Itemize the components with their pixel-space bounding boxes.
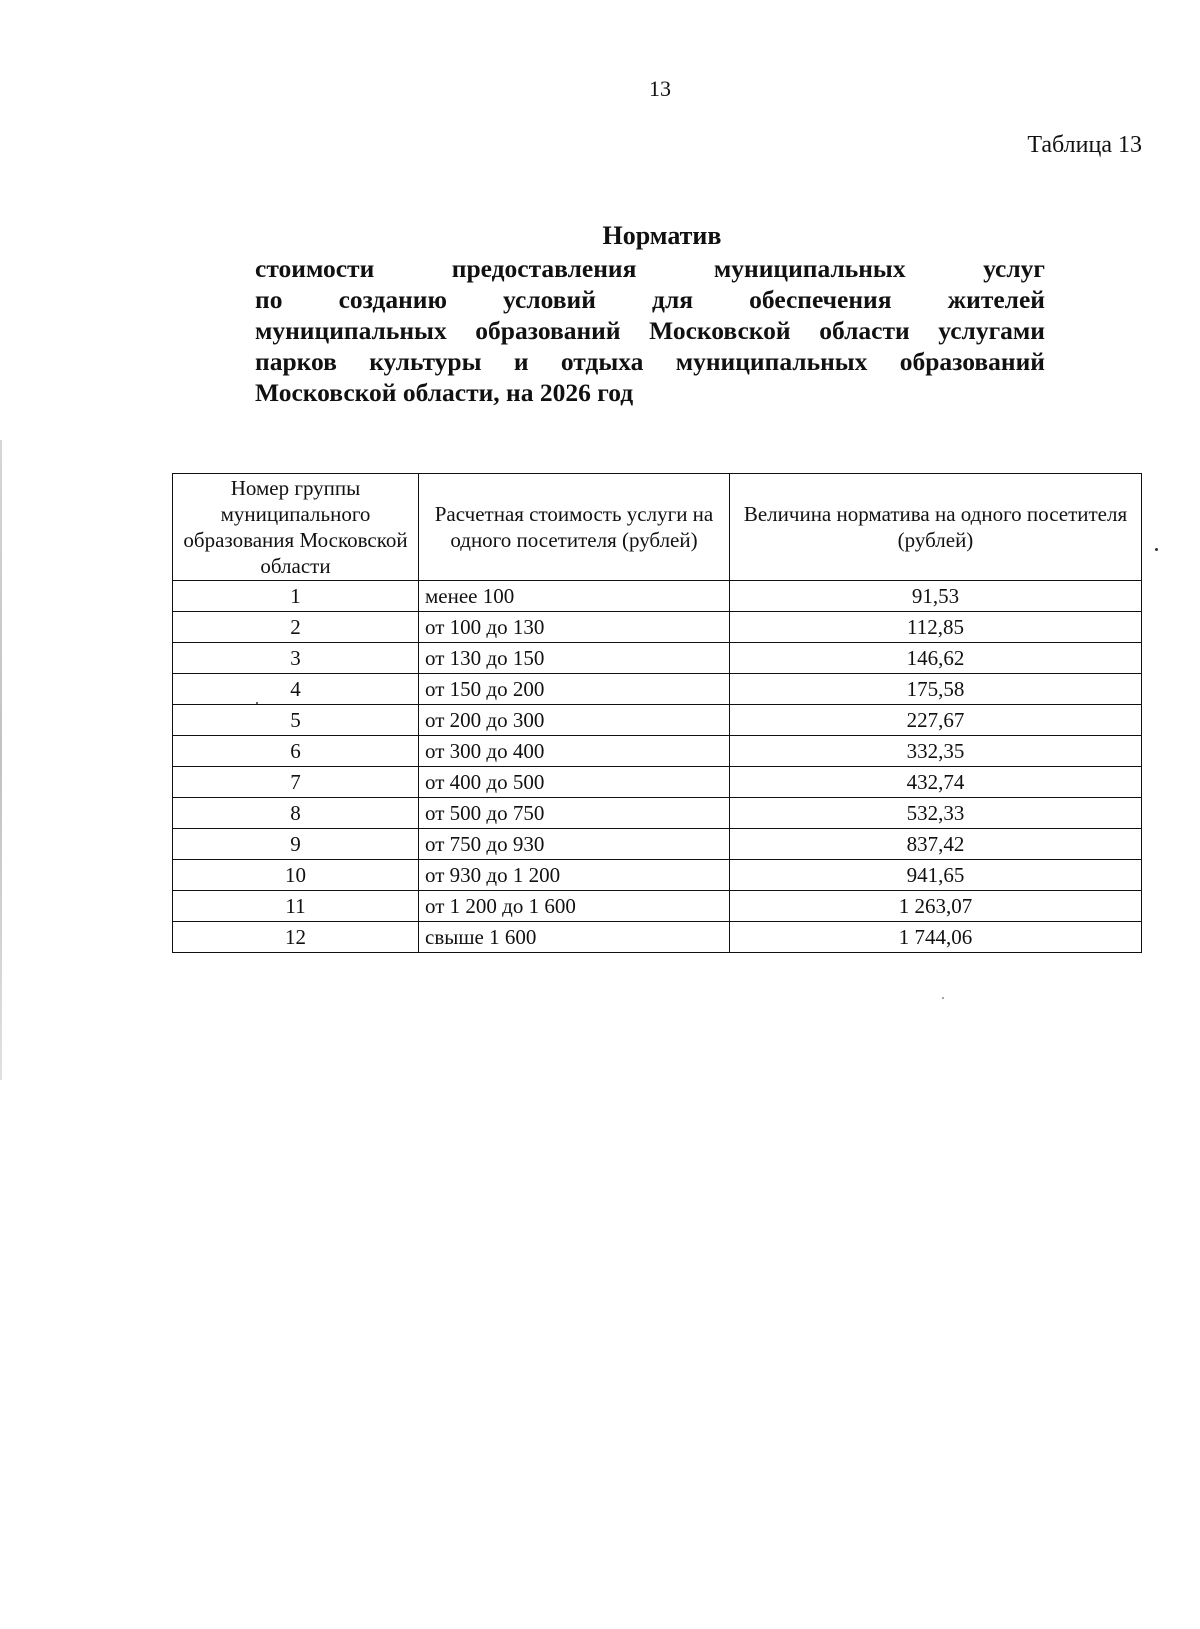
cell-value: 941,65 [730, 860, 1142, 891]
cell-value: 432,74 [730, 767, 1142, 798]
cell-range: от 500 до 750 [419, 798, 730, 829]
cell-value: 1 744,06 [730, 922, 1142, 953]
title-line: муниципальных образований Московской области услугами [255, 316, 1045, 345]
cell-range: свыше 1 600 [419, 922, 730, 953]
cell-range: менее 100 [419, 581, 730, 612]
cell-group: 2 [173, 612, 419, 643]
cell-group: 11 [173, 891, 419, 922]
cell-value: 175,58 [730, 674, 1142, 705]
scan-edge-artifact [0, 440, 2, 1080]
document-title [255, 220, 1045, 408]
cell-range: от 400 до 500 [419, 767, 730, 798]
cell-group: 8 [173, 798, 419, 829]
cell-value: 532,33 [730, 798, 1142, 829]
cell-group: 7 [173, 767, 419, 798]
table-body [173, 581, 1142, 953]
table-header-row [173, 474, 1142, 581]
cell-range: от 300 до 400 [419, 736, 730, 767]
header-cost: Расчетная стоимость услуги на одного посетителя (рублей) [419, 474, 730, 581]
cell-value: 146,62 [730, 643, 1142, 674]
title-line: по созданию условий для обеспечения жителей [255, 285, 1045, 314]
table-row [173, 767, 1142, 798]
cell-value: 1 263,07 [730, 891, 1142, 922]
table-row [173, 736, 1142, 767]
header-group: Номер группы муниципального образования Московской области [173, 474, 419, 581]
table-row [173, 922, 1142, 953]
cell-range: от 1 200 до 1 600 [419, 891, 730, 922]
table-label: Таблица 13 [1027, 132, 1142, 158]
cell-value: 91,53 [730, 581, 1142, 612]
cell-group: 5 [173, 705, 419, 736]
table-row [173, 705, 1142, 736]
table-row [173, 581, 1142, 612]
cell-range: от 100 до 130 [419, 612, 730, 643]
cell-range: от 200 до 300 [419, 705, 730, 736]
cell-value: 332,35 [730, 736, 1142, 767]
table-row [173, 829, 1142, 860]
table-row [173, 612, 1142, 643]
cell-group: 9 [173, 829, 419, 860]
scan-dot [1155, 548, 1158, 551]
cell-value: 837,42 [730, 829, 1142, 860]
cell-group: 12 [173, 922, 419, 953]
page-number: 13 [649, 76, 671, 101]
table-row [173, 860, 1142, 891]
cell-group: 4 [173, 674, 419, 705]
header-norm: Величина норматива на одного посетителя (рублей) [730, 474, 1142, 581]
title-line: Московской области, на 2026 год [255, 378, 634, 407]
table-row [173, 674, 1142, 705]
table-row [173, 891, 1142, 922]
cell-group: 6 [173, 736, 419, 767]
cell-range: от 130 до 150 [419, 643, 730, 674]
cell-value: 112,85 [730, 612, 1142, 643]
cell-value: 227,67 [730, 705, 1142, 736]
title-line: парков культуры и отдыха муниципальных образований [255, 347, 1045, 376]
cell-range: от 150 до 200 [419, 674, 730, 705]
title-line: стоимости предоставления муниципальных услуг [255, 254, 1045, 283]
norm-table [172, 473, 1142, 953]
cell-range: от 930 до 1 200 [419, 860, 730, 891]
scan-dot [942, 997, 944, 999]
cell-group: 3 [173, 643, 419, 674]
cell-group: 10 [173, 860, 419, 891]
table-row [173, 798, 1142, 829]
cell-group: 1 [173, 581, 419, 612]
table-row [173, 643, 1142, 674]
title-main: Норматив [602, 221, 722, 250]
cell-range: от 750 до 930 [419, 829, 730, 860]
